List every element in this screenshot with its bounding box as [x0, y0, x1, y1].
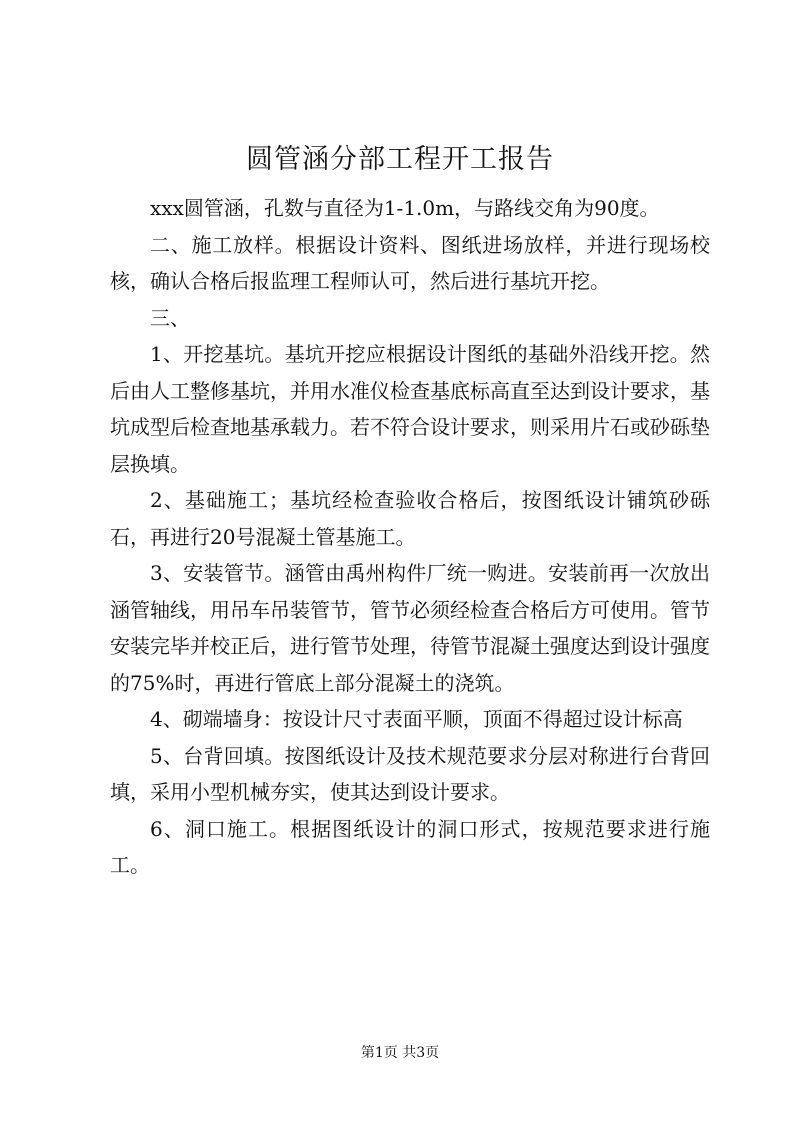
- paragraph-item-1: 1、开挖基坑。基坑开挖应根据设计图纸的基础外沿线开挖。然后由人工整修基坑，并用水准仪检查基底标高直至达到设计要求，基坑成型后检查地基承载力。若不符合设计要求，则采用片石或砂砾垫层换填。: [110, 342, 710, 476]
- paragraph-section-3: 三、: [150, 305, 190, 330]
- document-body: [110, 190, 710, 884]
- paragraph-intro: xxx圆管涵，孔数与直径为1-1.0m，与路线交角为90度。: [150, 196, 660, 220]
- paragraph-item-2: 2、基础施工；基坑经检查验收合格后，按图纸设计铺筑砂砾石，再进行20号混凝土管基施工。: [110, 488, 710, 549]
- paragraph-section-2: 二、施工放样。根据设计资料、图纸进场放样，并进行现场校核，确认合格后报监理工程师认可，然后进行基坑开挖。: [110, 232, 710, 293]
- paragraph-item-4: 4、砌端墙身：按设计尺寸表面平顺，顶面不得超过设计标高: [150, 707, 683, 731]
- paragraph-item-6: 6、洞口施工。根据图纸设计的洞口形式，按规范要求进行施工。: [110, 816, 710, 877]
- page-footer: 第1页 共3页: [360, 1045, 440, 1061]
- paragraph-item-3: 3、安装管节。涵管由禹州构件厂统一购进。安装前再一次放出涵管轴线，用吊车吊装管节，管节必须经检查合格后方可使用。管节安装完毕并校正后，进行管节处理，待管节混凝土强度达到设计强度的75%时，再进行管底上部分混凝土的浇筑。: [110, 561, 710, 695]
- document-title: 圆管涵分部工程开工报告: [246, 144, 554, 175]
- paragraph-item-5: 5、台背回填。按图纸设计及技术规范要求分层对称进行台背回填，采用小型机械夯实，使其达到设计要求。: [110, 743, 710, 804]
